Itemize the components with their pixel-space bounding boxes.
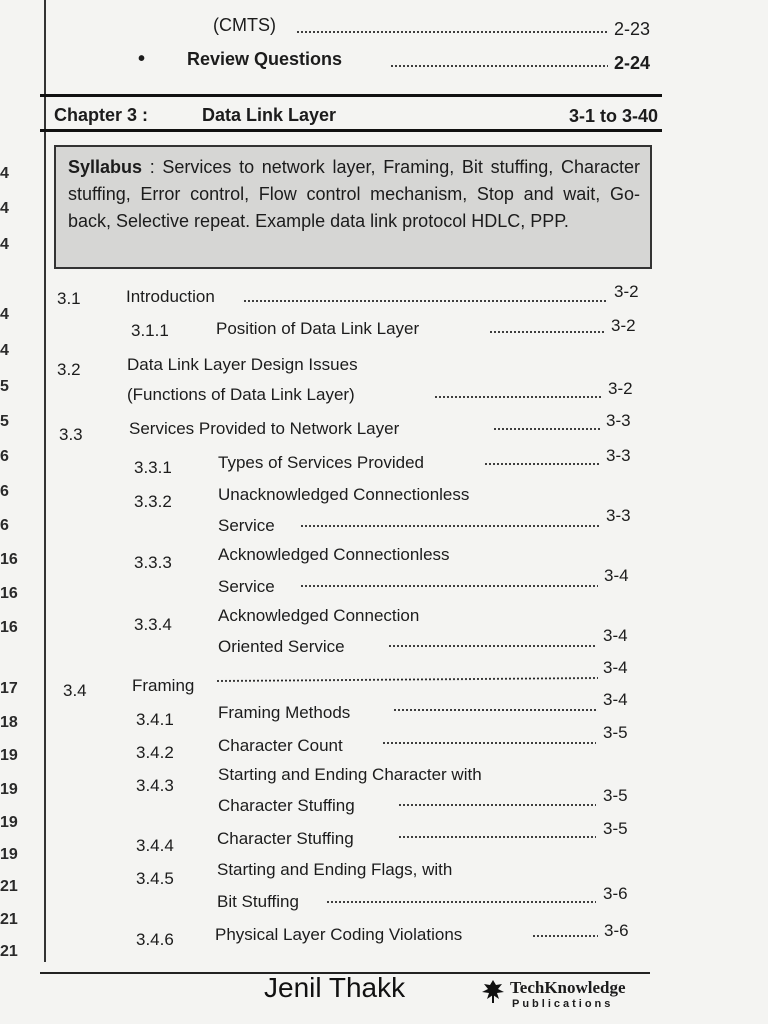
margin-number: 4 [0, 165, 9, 182]
toc-number: 3.2 [57, 360, 81, 379]
syllabus-text: : Services to network layer, Framing, Bit stuffing, Character stuffing, Error control, Flow control mechanism, Stop and wait, Go-back, Selective repeat. Example data link protocol HDLC, PPP. [68, 157, 640, 231]
toc-number: 3.3.2 [134, 492, 172, 511]
toc-title: Services Provided to Network Layer [129, 419, 400, 438]
margin-number: 4 [0, 200, 9, 217]
toc-number: 3.4.3 [136, 776, 174, 795]
toc-number: 3.1 [57, 289, 81, 308]
margin-number: 19 [0, 747, 18, 764]
cmts-text: (CMTS) [213, 15, 276, 35]
footer-name: Jenil Thakk [264, 972, 406, 1003]
toc-page: 3-5 [603, 819, 628, 838]
toc-title: Starting and Ending Flags, with [217, 860, 453, 879]
left-margin-numbers [0, 0, 30, 1024]
toc-page: 3-6 [603, 884, 628, 903]
publisher-subtitle: Publications [512, 998, 614, 1010]
margin-number: 21 [0, 943, 18, 960]
toc-number: 3.3.4 [134, 615, 172, 634]
toc-dots [243, 300, 607, 302]
margin-number: 6 [0, 483, 9, 500]
toc-title-continued: Bit Stuffing [217, 892, 299, 911]
margin-number: 18 [0, 714, 18, 731]
toc-page: 3-4 [603, 658, 628, 677]
toc-number: 3.1.1 [131, 321, 169, 340]
toc-number: 3.4.6 [136, 930, 174, 949]
toc-title: Unacknowledged Connectionless [218, 485, 470, 504]
toc-dots [388, 645, 596, 647]
chapter-title: Data Link Layer [202, 105, 337, 125]
toc-number: 3.4 [63, 681, 87, 700]
toc-dots [300, 525, 600, 527]
toc-title-continued: Oriented Service [218, 637, 345, 656]
margin-number: 19 [0, 846, 18, 863]
toc-dots [398, 804, 596, 806]
toc-page: 3-6 [604, 921, 629, 940]
publisher-brand: TechKnowledge [510, 978, 626, 997]
margin-number: 5 [0, 378, 9, 395]
chapter-header [40, 94, 662, 132]
margin-number: 16 [0, 585, 18, 602]
toc-number: 3.4.5 [136, 869, 174, 888]
toc-number: 3.3.3 [134, 553, 172, 572]
toc-number: 3.3 [59, 425, 83, 444]
margin-rule [44, 0, 46, 962]
toc-page: 3-4 [603, 690, 628, 709]
toc-page: 3-2 [608, 379, 633, 398]
toc-page: 3-3 [606, 411, 631, 430]
toc-title-continued: Character Stuffing [218, 796, 355, 815]
toc-number: 3.3.1 [134, 458, 172, 477]
toc-page: 3-3 [606, 506, 631, 525]
review-bullet: • [138, 48, 146, 70]
cmts-dots [296, 31, 608, 33]
toc-dots [532, 935, 598, 937]
toc-page: 3-2 [611, 316, 636, 335]
toc-title-continued: Service [218, 577, 275, 596]
toc-page: 3-4 [604, 566, 629, 585]
toc-title: Introduction [126, 287, 215, 306]
review-dots [390, 65, 608, 67]
toc-title: Physical Layer Coding Violations [215, 925, 463, 944]
syllabus-heading: Syllabus [68, 157, 143, 177]
toc-page: 3-5 [603, 786, 628, 805]
toc-page: 3-2 [614, 282, 639, 301]
publisher-logo [480, 976, 650, 1016]
toc-title-continued: (Functions of Data Link Layer) [127, 385, 355, 404]
chapter-label: Chapter 3 : [54, 105, 149, 125]
toc-title: Types of Services Provided [218, 453, 424, 472]
margin-number: 19 [0, 781, 18, 798]
toc-title: Character Stuffing [217, 829, 354, 848]
toc-title-continued: Service [218, 516, 275, 535]
cmts-page: 2-23 [614, 19, 651, 39]
toc-title: Framing Methods [218, 703, 351, 722]
margin-number: 21 [0, 911, 18, 928]
toc-title: Acknowledged Connection [218, 606, 420, 625]
margin-number: 21 [0, 878, 18, 895]
toc-dots [484, 463, 600, 465]
toc-number: 3.4.2 [136, 743, 174, 762]
toc-title: Character Count [218, 736, 343, 755]
margin-number: 6 [0, 517, 9, 534]
toc-title: Acknowledged Connectionless [218, 545, 450, 564]
toc-number: 3.4.4 [136, 836, 174, 855]
toc-dots [398, 836, 596, 838]
margin-number: 5 [0, 413, 9, 430]
toc-dots [393, 709, 597, 711]
toc-title: Framing [132, 676, 195, 695]
toc-dots [489, 331, 605, 333]
toc-title: Data Link Layer Design Issues [127, 355, 358, 374]
toc-number: 3.4.1 [136, 710, 174, 729]
tree-logo-icon [480, 978, 506, 1004]
toc-title: Starting and Ending Character with [218, 765, 482, 784]
toc-dots [216, 677, 598, 682]
toc-dots [382, 742, 596, 744]
toc-dots [434, 396, 602, 398]
margin-number: 16 [0, 551, 18, 568]
toc-title: Position of Data Link Layer [216, 319, 420, 338]
review-page: 2-24 [614, 53, 651, 73]
review-label: Review Questions [187, 49, 343, 69]
syllabus-box [54, 145, 652, 269]
margin-number: 16 [0, 619, 18, 636]
toc-dots [326, 901, 596, 903]
margin-number: 4 [0, 306, 9, 323]
margin-number: 6 [0, 448, 9, 465]
toc-page: 3-3 [606, 446, 631, 465]
toc-page: 3-5 [603, 723, 628, 742]
margin-number: 4 [0, 236, 9, 253]
margin-number: 19 [0, 814, 18, 831]
margin-number: 4 [0, 342, 9, 359]
chapter-range: 3-1 to 3-40 [568, 106, 658, 126]
toc-dots [493, 428, 600, 430]
toc-dots [300, 585, 598, 587]
margin-number: 17 [0, 680, 18, 697]
toc-page: 3-4 [603, 626, 628, 645]
